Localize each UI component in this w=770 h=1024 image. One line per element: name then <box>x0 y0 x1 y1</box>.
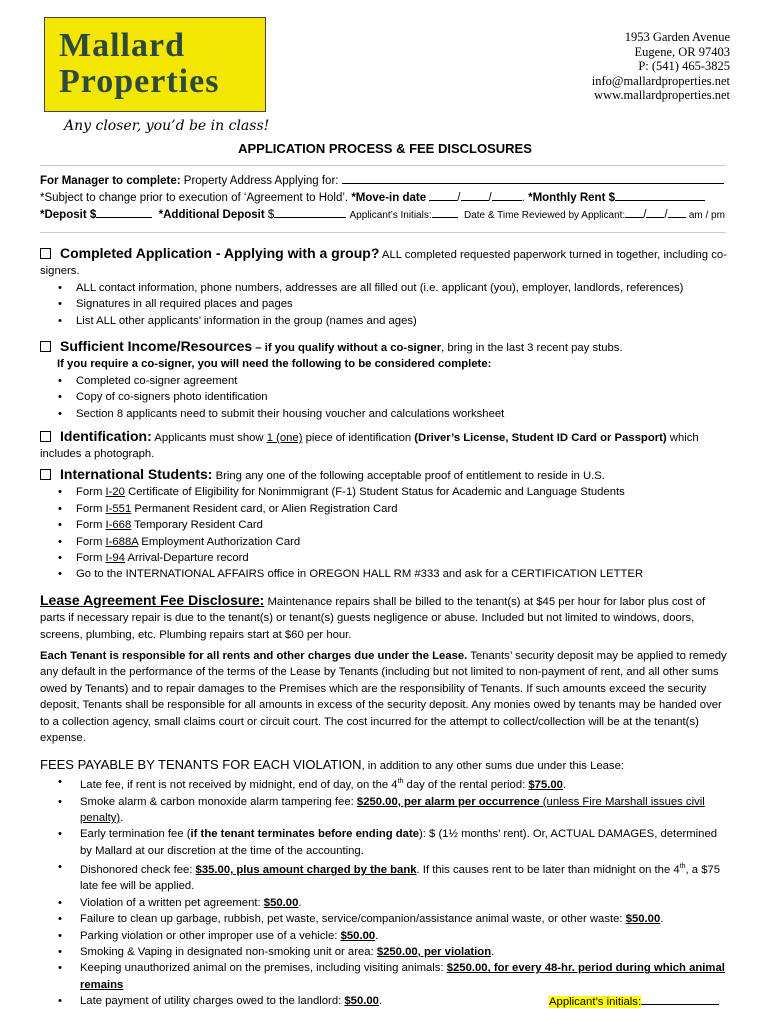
initials-field[interactable] <box>641 993 719 1005</box>
section-income: Sufficient Income/Resources – if you qualify without a co-signer, bring in the last 3 recent pay stubs. If you require a co-signer, you will need the following to be considered complete: • Completed co-signer agreement • Copy of co-signers photo identification • Section 8 applicants need to submit their housing voucher and calculations worksheet <box>40 338 732 422</box>
list-item: • Section 8 applicants need to submit their housing voucher and calculations worksheet <box>76 406 732 422</box>
logo-line2: Properties <box>59 62 220 100</box>
applicant-initials <box>549 993 719 1010</box>
property-address-label: Property Address Applying for: <box>183 175 339 187</box>
fee-item: • Keeping unauthorized animal on the premises, including visiting animals: $250.00, for every 48-hr. period during which animal remains <box>80 960 732 993</box>
list-item: • Completed co-signer agreement <box>76 373 732 389</box>
fee-item: • Violation of a written pet agreement: $50.00. <box>80 895 732 911</box>
page-title: APPLICATION PROCESS & FEE DISCLOSURES <box>238 141 532 156</box>
list-item: • Form I-551 Permanent Resident card, or Alien Registration Card <box>76 501 732 517</box>
section-international-students: International Students: Bring any one of the following acceptable proof of entitlement to reside in U.S. • Form I-20 Certificate of Eligibility for Nonimmigrant (F-1) Student Status for Academic and Language Students • Form I-551 Permanent Resident card, or Alien Registration Card • Form I-668 Temporary Resident Card • Form I-688A Employment Authorization Card • Form I-94 Arrival-Departure record • Go to the INTERNATIONAL AFFAIRS office in OREGON HALL RM #333 and ask for a CERTIFICATION LETTER <box>40 466 732 583</box>
initials-label: Applicant’s Initials: <box>349 210 432 221</box>
fee-item: • Parking violation or other improper use of a vehicle: $50.00. <box>80 928 732 944</box>
company-address <box>592 30 730 103</box>
list-item: • List ALL other applicants’ information in the group (names and ages) <box>76 313 732 329</box>
move-in-year[interactable] <box>492 189 522 201</box>
checkbox[interactable] <box>40 341 51 352</box>
list-item: • Copy of co-signers photo identification <box>76 389 732 405</box>
date-reviewed-label: Date & Time Reviewed by Applicant: <box>464 210 626 221</box>
deposit-field[interactable] <box>96 206 152 218</box>
monthly-rent-label: *Monthly Rent $ <box>528 192 615 204</box>
additional-deposit-label: *Additional Deposit <box>158 209 265 221</box>
fee-item: • Late payment of utility charges owed to the landlord: $50.00. Applicant’s initials: <box>80 993 732 1009</box>
company-logo <box>44 17 266 112</box>
fee-item: • Failure to clean up garbage, rubbish, pet waste, service/companion/assistance animal waste, or other waste: $50.00. <box>80 911 732 927</box>
list-item: • Form I-94 Arrival-Departure record <box>76 550 732 566</box>
fee-item: • Smoke alarm & carbon monoxide alarm tampering fee: $250.00, per alarm per occurrence (unless Fire Marshall issues civil penalty). <box>80 794 732 827</box>
section-lease-fee: Lease Agreement Fee Disclosure: Maintenance repairs shall be billed to the tenant(s) at $45 per hour for labor plus cost of parts if necessary repair is due to the tenant(s) or tenant(s) guests negligence or abuse. Included but not limited to windows, doors, screens, plumbing, etc. Plumbing repairs start at $60 per hour. <box>40 592 706 641</box>
fee-item: • Smoking & Vaping in designated non-smoking unit or area: $250.00, per violation. <box>80 944 732 960</box>
manager-section: For Manager to complete: Property Address Applying for: *Subject to change prior to execution of ‘Agreement to Hold’. *Move-in date / / . *Monthly Rent $ *Deposit $ *Additional Deposit $ Applicant’s Initials: Date & Time Reviewed by Applicant: / / am / pm <box>40 172 730 224</box>
logo-line1: Mallard <box>59 26 185 64</box>
address-city: Eugene, OR 97403 <box>634 44 730 59</box>
divider <box>40 165 726 166</box>
section-identification: Identification: Applicants must show 1 (one) piece of identification (Driver’s License, Student ID Card or Passport) which includes a photograph. <box>40 428 699 461</box>
address-street: 1953 Garden Avenue <box>624 30 730 44</box>
list-item: • Form I-688A Employment Authorization Card <box>76 534 732 550</box>
divider <box>40 232 726 233</box>
tagline: Any closer, you’d be in class! <box>64 118 270 134</box>
additional-deposit-field[interactable] <box>274 206 346 218</box>
checkbox[interactable] <box>40 431 51 442</box>
list-item: • Go to the INTERNATIONAL AFFAIRS office in OREGON HALL RM #333 and ask for a CERTIFICATION LETTER <box>76 566 732 582</box>
deposit-label: *Deposit $ <box>40 209 97 221</box>
fee-item: • Dishonored check fee: $35.00, plus amount charged by the bank. If this causes rent to be later than midnight on the 4th, a $75 late fee will be applied. <box>80 859 732 895</box>
move-in-label: *Move-in date <box>351 192 427 204</box>
address-website[interactable]: www.mallardproperties.net <box>594 88 730 102</box>
list-item: • Form I-668 Temporary Resident Card <box>76 517 732 533</box>
list-item: • Signatures in all required places and pages <box>76 296 732 312</box>
manager-label: For Manager to complete: <box>40 175 181 187</box>
initials-label: Applicant’s initials: <box>549 996 642 1009</box>
initials-field[interactable] <box>432 206 458 218</box>
checkbox[interactable] <box>40 248 51 259</box>
list-item: • ALL contact information, phone numbers, addresses are all filled out (i.e. applicant (you), employer, landlords, references) <box>76 280 732 296</box>
address-email[interactable]: info@mallardproperties.net <box>591 73 730 88</box>
list-item: • Form I-20 Certificate of Eligibility for Nonimmigrant (F-1) Student Status for Academic and Language Students <box>76 484 732 500</box>
address-phone: P: (541) 465-3825 <box>638 59 730 73</box>
fee-item: • Late fee, if rent is not received by midnight, end of day, on the 4th day of the rental period: $75.00. <box>80 774 732 793</box>
section-fees: FEES PAYABLE BY TENANTS FOR EACH VIOLATION, in addition to any other sums due under this Lease: • Late fee, if rent is not received by midnight, end of day, on the 4th day of the rental period: $75.00. • Smoke alarm & carbon monoxide alarm tampering fee: $250.00, per alarm per occurrence (unless Fire Marshall issues civil penalty). • Early termination fee (if the tenant terminates before ending date): $ (1½ months’ rent). Or, ACTUAL DAMAGES, determined by Mallard at our discretion at the time of the accounting. • Dishonored check fee: $35.00, plus amount charged by the bank. If this causes rent to be later than midnight on the 4th, a $75 late fee will be applied. • Violation of a written pet agreement: $50.00. • Failure to clean up garbage, rubbish, pet waste, service/companion/assistance animal waste, or other waste: $50.00. • Parking violation or other improper use of a vehicle: $50.00. • Smoking & Vaping in designated non-smoking unit or area: $250.00, per violation. • Keeping unauthorized animal on the premises, including visiting animals: $250.00, for every 48-hr. period during which animal remains • Late payment of utility charges owed to the landlord: $50.00. Applicant’s initials: <box>40 757 732 1010</box>
section-completed-application: Completed Application - Applying with a group? ALL completed requested paperwork turned in together, including co-signers. • ALL contact information, phone numbers, addresses are all filled out (i.e. applicant (you), employer, landlords, references) • Signatures in all required places and pages • List ALL other applicants’ information in the group (names and ages) <box>40 245 732 329</box>
move-in-day[interactable] <box>461 189 489 201</box>
subject-note: *Subject to change prior to execution of ‘Agreement to Hold’. <box>40 192 349 204</box>
move-in-month[interactable] <box>429 189 457 201</box>
checkbox[interactable] <box>40 469 51 480</box>
monthly-rent-field[interactable] <box>615 189 705 201</box>
fee-item: • Early termination fee (if the tenant terminates before ending date): $ (1½ months’ rent). Or, ACTUAL DAMAGES, determined by Mallard at our discretion at the time of the accounting. <box>80 826 732 859</box>
section-tenant-responsibility: Each Tenant is responsible for all rents and other charges due under the Lease. Tenants’ security deposit may be applied to remedy any default in the performance of the terms of the Lease by Tenants (including but not limited to non-payment of rent, and all other sums owed by Tenants) and to repair damages to the Premises which are the responsibility of Tenants. If such amounts exceed the security deposit, Tenants shall be responsible for all amounts in excess of the security deposit. Any monies owed by tenants may be handed over to a collection agency, small claims court or circuit court. The cost incurred for the attempt to collect/collection will be at the tenant(s) expense. <box>40 650 727 745</box>
property-address-field[interactable] <box>342 172 724 184</box>
